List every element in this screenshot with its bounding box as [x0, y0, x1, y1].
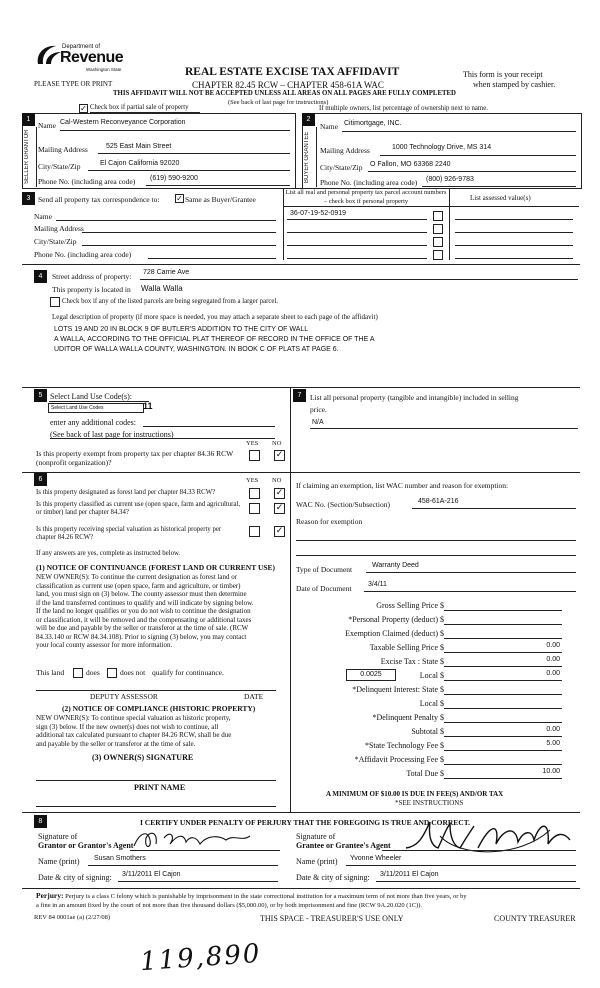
local-rate-value: 0.0025: [360, 671, 382, 678]
legal-description-line-2[interactable]: A WALLA, ACCORDING TO THE OFFICIAL PLAT THEREOF OF RECORD IN THE OFFICE OF THE A: [54, 336, 375, 343]
print-name-label: PRINT NAME: [134, 783, 186, 792]
personal-property-line-1: List all personal property (tangible and intangible) included in selling: [310, 393, 519, 402]
if-any-yes: If any answers are yes, complete as instructed below.: [36, 550, 181, 557]
local-tax-field[interactable]: 0.00: [546, 670, 560, 677]
buyer-name-label: Name: [320, 122, 338, 131]
grantee-signature[interactable]: [400, 818, 576, 854]
grantee-date-label: Date & city of signing:: [296, 873, 370, 882]
grantee-date-field[interactable]: 3/11/2011 El Cajon: [380, 871, 439, 878]
buyer-name-field[interactable]: Citimortgage, INC.: [344, 120, 402, 127]
s5-yes-header: YES: [246, 440, 259, 447]
reason-label: Reason for exemption: [296, 517, 363, 526]
tech-fee-label: *State Technology Fee $: [364, 741, 444, 750]
seller-phone-label: Phone No. (including area code): [38, 177, 136, 186]
doc-date-label: Date of Document: [296, 584, 352, 593]
notice1-line: your local county assessor for more information.: [36, 641, 173, 649]
doc-type-label: Type of Document: [296, 565, 353, 574]
notice-compliance-title: (2) NOTICE OF COMPLIANCE (HISTORIC PROPERTY): [62, 704, 256, 713]
personal-property-line-2: price.: [310, 405, 327, 414]
notice1-line: if the land transferred continues to qualify and will indicate by signing below.: [36, 598, 254, 607]
notice1-line: will be due and payable by the seller or transferor at the time of sale. (RCW: [36, 624, 249, 632]
excise-state-label: Excise Tax : State $: [380, 657, 444, 666]
corr-mailing-label: Mailing Address: [34, 224, 84, 233]
grantor-date-label: Date & city of signing:: [38, 873, 112, 882]
section-5-number: 5: [34, 389, 47, 402]
land-use-dropdown[interactable]: [48, 403, 144, 413]
treasurer-space-label: THIS SPACE - TREASURER'S USE ONLY: [260, 914, 404, 923]
excise-state-field[interactable]: 0.00: [546, 656, 560, 663]
same-as-buyer-label: Same as Buyer/Grantee: [185, 195, 256, 204]
corr-city-label: City/State/Zip: [34, 237, 77, 246]
buyer-phone-label: Phone No. (including area code): [320, 178, 418, 187]
minimum-due-note: A MINIMUM OF $10.00 IS DUE IN FEE(S) AND/OR TAX: [326, 790, 504, 798]
exempt-no-checkbox[interactable]: ✓: [275, 450, 284, 460]
seller-name-label: Name: [38, 121, 56, 130]
section-2-number: 2: [302, 113, 315, 126]
s6-no-header: NO: [272, 477, 282, 484]
exempt-yes-checkbox[interactable]: [249, 450, 260, 461]
seller-mailing-label: Mailing Address: [38, 145, 88, 154]
receipt-note-1: This form is your receipt: [463, 70, 543, 79]
exemption-label: If claiming an exemption, list WAC number and reason for exemption:: [296, 481, 509, 490]
section-8-number: 8: [34, 815, 47, 828]
grantee-signature-label: Signature of: [296, 832, 336, 841]
notice1-line: 84.33.140 or RCW 84.34.108). Prior to signing (3) below, you may contact: [36, 632, 247, 641]
local-tax-label: Local $: [419, 671, 444, 680]
notice-continuance-text: [36, 573, 253, 650]
seller-name-field[interactable]: Cal-Western Reconveyance Corporation: [60, 119, 186, 126]
certify-statement: I CERTIFY UNDER PENALTY OF PERJURY THAT THE FOREGOING IS TRUE AND CORRECT.: [140, 818, 471, 827]
section-7-number: 7: [293, 389, 306, 402]
segregated-label: Check box if any of the listed parcels are being segregated from a larger parcel.: [62, 298, 278, 305]
send-correspondence-label: Send all property tax correspondence to:: [38, 195, 160, 204]
tax-table: [290, 598, 580, 778]
section-3-number: 3: [22, 192, 35, 205]
notice1-line: classification as current use (open space, farm and agriculture, or timber): [36, 581, 241, 590]
grantor-signature[interactable]: [130, 826, 280, 852]
total-due-field[interactable]: 10.00: [542, 768, 560, 775]
county-treasurer-label: COUNTY TREASURER: [494, 914, 576, 923]
seller-phone-field[interactable]: (619) 590-9200: [150, 175, 198, 182]
parcel-4-personal-checkbox[interactable]: [433, 250, 443, 260]
agency-name: Revenue: [60, 49, 124, 66]
parcel-1-personal-checkbox[interactable]: [433, 211, 443, 221]
historic-question: Is this property receiving special valuation as historical property per chapter 84.26 RCW?: [36, 526, 222, 541]
exemption-claimed-label: Exemption Claimed (deduct) $: [345, 629, 444, 638]
form-warning: THIS AFFIDAVIT WILL NOT BE ACCEPTED UNLESS ALL AREAS ON ALL PAGES ARE FULLY COMPLETED: [113, 90, 456, 97]
legal-description-label: Legal description of property (if more space is needed, you may attach a separate sheet to each page of the affidavit): [52, 313, 378, 321]
land-use-dropdown-text: Select Land Use Codes: [51, 405, 104, 411]
notice1-line: NEW OWNER(S): To continue the current designation as forest land or: [36, 573, 238, 581]
parcel-1-field[interactable]: 36-07-19-52-0919: [290, 210, 347, 217]
does-label: does: [86, 668, 100, 677]
receipt-note-2: when stamped by cashier.: [473, 80, 556, 89]
doc-type-field[interactable]: Warranty Deed: [372, 562, 419, 569]
assessed-header: List assessed value(s): [470, 194, 531, 202]
additional-codes-label: enter any additional codes:: [50, 418, 136, 427]
forest-land-question: Is this property designated as forest land per chapter 84.33 RCW?: [36, 489, 216, 496]
notice1-line: or classification, it will be removed and the compensating or additional taxes: [36, 615, 252, 624]
affidavit-fee-label: *Affidavit Processing Fee $: [354, 755, 444, 764]
current-use-no-checkbox[interactable]: ✓: [275, 503, 284, 513]
wac-label: WAC No. (Section/Subsection): [296, 500, 390, 509]
buyer-mailing-field[interactable]: 1000 Technology Drive, MS 314: [392, 144, 492, 151]
does-not-label: does not: [120, 668, 146, 677]
grantor-date-field[interactable]: 3/11/2011 El Cajon: [122, 871, 181, 878]
local-rate-field[interactable]: [346, 669, 396, 681]
delinquent-local-label: Local $: [419, 699, 444, 708]
taxable-price-field[interactable]: 0.00: [546, 642, 560, 649]
historic-yes-checkbox[interactable]: [249, 526, 260, 537]
current-use-question: Is this property classified as current use (open space, farm and agricultural, or timber) land per chapter 84.34?: [36, 501, 241, 516]
notice2-line: sign (3) below. If the new owner(s) does not wish to continue, all: [36, 722, 219, 731]
deputy-date-label: DATE: [244, 692, 264, 701]
partial-sale-checkbox[interactable]: ✓: [80, 104, 87, 113]
perjury-label: Perjury:: [36, 891, 64, 900]
buyer-phone-field[interactable]: (800) 926-9783: [426, 176, 474, 183]
land-use-title: Select Land Use Code(s):: [50, 392, 132, 401]
forest-yes-checkbox[interactable]: [249, 488, 260, 499]
section-4-number: 4: [34, 270, 47, 283]
notice-continuance-title: (1) NOTICE OF CONTINUANCE (FOREST LAND OR CURRENT USE): [36, 563, 276, 572]
does-checkbox[interactable]: [73, 668, 83, 678]
form-chapter: CHAPTER 82.45 RCW – CHAPTER 458-61A WAC: [192, 80, 384, 90]
partial-sale-label: Check box if partial sale of property: [90, 104, 189, 111]
owner-signature-label: (3) OWNER(S) SIGNATURE: [92, 753, 194, 762]
perjury-line-2: a fine in an amount fixed by the court of not more than five thousand dollars ($5,000.00), or by both imprisonment and fine (RCW 9A.20.020 (1C)).: [36, 902, 423, 909]
parcel-header: List all real and personal property tax parcel account numbers – check box if personal property: [285, 189, 447, 205]
grantor-name-label: Name (print): [38, 857, 80, 866]
grantee-name-field[interactable]: Yvonne Wheeler: [350, 855, 402, 862]
street-address-label: Street address of property:: [52, 272, 132, 281]
notice2-line: NEW OWNER(S): To continue special valuation as historic property,: [36, 714, 231, 722]
located-in-field[interactable]: Walla Walla: [141, 284, 183, 293]
grantee-agent-label: Grantee or Grantee's Agent: [296, 841, 391, 850]
taxable-price-label: Taxable Selling Price $: [369, 643, 444, 652]
form-see-back: (See back of last page for instructions): [228, 99, 329, 106]
form-revision: REV 84 0001ae (a) (2/27/08): [34, 914, 111, 921]
wac-field[interactable]: 458-61A-216: [418, 498, 459, 505]
handwritten-number: 119,890: [139, 938, 263, 978]
corr-phone-label: Phone No. (including area code): [34, 250, 132, 259]
form-title: REAL ESTATE EXCISE TAX AFFIDAVIT: [185, 66, 400, 78]
perjury-notice: [36, 891, 580, 910]
segregated-checkbox[interactable]: [50, 297, 60, 307]
same-as-buyer-checkbox[interactable]: ✓: [176, 194, 183, 203]
buyer-side-label: BUYER GRANTEE: [304, 131, 310, 183]
type-or-print: PLEASE TYPE OR PRINT: [34, 80, 113, 88]
located-in-label: This property is located in: [52, 285, 131, 294]
doc-date-field[interactable]: 3/4/11: [368, 581, 387, 588]
grantee-name-label: Name (print): [296, 857, 338, 866]
delinquent-penalty-label: *Delinquent Penalty $: [372, 713, 444, 722]
street-address-field[interactable]: 728 Carrie Ave: [143, 269, 190, 276]
buyer-mailing-label: Mailing Address: [320, 146, 370, 155]
gross-price-label: Gross Selling Price $: [376, 601, 444, 610]
forest-no-checkbox[interactable]: ✓: [275, 488, 284, 498]
seller-city-label: City/State/Zip: [38, 162, 81, 171]
notice2-line: additional tax calculated pursuant to chapter 84.26 RCW, shall be due: [36, 731, 232, 739]
buyer-city-field[interactable]: O Fallon, MO 63368 2240: [370, 161, 451, 168]
qualify-label: qualify for continuance.: [152, 668, 224, 677]
notice1-line: land, you must sign on (3) below. The county assessor must then determine: [36, 590, 247, 598]
parcel-2-personal-checkbox[interactable]: [433, 224, 443, 234]
seller-city-field[interactable]: El Cajon California 92020: [100, 160, 180, 167]
personal-property-field[interactable]: N/A: [312, 419, 324, 426]
section-1-number: 1: [22, 113, 35, 126]
personal-deduct-label: *Personal Property (deduct) $: [348, 615, 444, 624]
legal-description-line-3[interactable]: UDITOR OF WALLA WALLA COUNTY, WASHINGTON. IN BOOK C OF PLATS AT PAGE 6.: [54, 346, 339, 353]
see-instructions-note: *SEE INSTRUCTIONS: [395, 799, 464, 807]
legal-description-line-1[interactable]: LOTS 19 AND 20 IN BLOCK 9 OF BUTLER'S ADDITION TO THE CITY OF WALL: [54, 326, 309, 333]
multiple-owners-note: If multiple owners, list percentage of ownership next to name.: [319, 105, 488, 112]
grantor-signature-label: Signature of: [38, 832, 78, 841]
total-due-label: Total Due $: [406, 769, 444, 778]
historic-no-checkbox[interactable]: ✓: [275, 526, 284, 536]
seller-mailing-field[interactable]: 525 East Main Street: [106, 143, 172, 150]
deputy-assessor-label: DEPUTY ASSESSOR: [90, 692, 158, 701]
this-land-label: This land: [36, 668, 65, 677]
dept-of-label: Department of: [62, 44, 101, 50]
seller-side-label: SELLER GRANTOR: [24, 129, 30, 185]
notice1-line: If the land no longer qualifies or you do not wish to continue the designation: [36, 607, 251, 615]
grantor-agent-label: Grantor or Grantor's Agent: [38, 841, 134, 850]
current-use-yes-checkbox[interactable]: [249, 503, 260, 514]
corr-name-label: Name: [34, 212, 52, 221]
subtotal-field[interactable]: 0.00: [546, 726, 560, 733]
notice2-line: and payable by the seller or transferor at the time of sale.: [36, 739, 196, 748]
exempt-question: Is this property exempt from property tax per chapter 84.36 RCW (nonprofit organization)?: [36, 449, 234, 467]
state-label: Washington State: [86, 67, 122, 72]
subtotal-label: Subtotal $: [411, 727, 444, 736]
does-not-checkbox[interactable]: [107, 668, 117, 678]
land-use-code-value[interactable]: 11: [143, 401, 153, 411]
land-use-see-back: (See back of last page for instructions): [50, 430, 174, 439]
buyer-city-label: City/State/Zip: [320, 163, 363, 172]
parcel-3-personal-checkbox[interactable]: [433, 237, 443, 247]
s5-no-header: NO: [272, 440, 282, 447]
notice-compliance-text: [36, 714, 231, 748]
section-6-number: 6: [34, 473, 47, 486]
grantor-name-field[interactable]: Susan Smothers: [94, 855, 146, 862]
perjury-line-1: Perjury is a class C felony which is punishable by imprisonment in the state correctional institution for a maximum term of not more than five years, or by: [65, 893, 467, 900]
delinquent-interest-label: *Delinquent Interest: State $: [352, 685, 444, 694]
revenue-logo: [34, 38, 124, 78]
s6-yes-header: YES: [246, 477, 259, 484]
tech-fee-field[interactable]: 5.00: [546, 740, 560, 747]
